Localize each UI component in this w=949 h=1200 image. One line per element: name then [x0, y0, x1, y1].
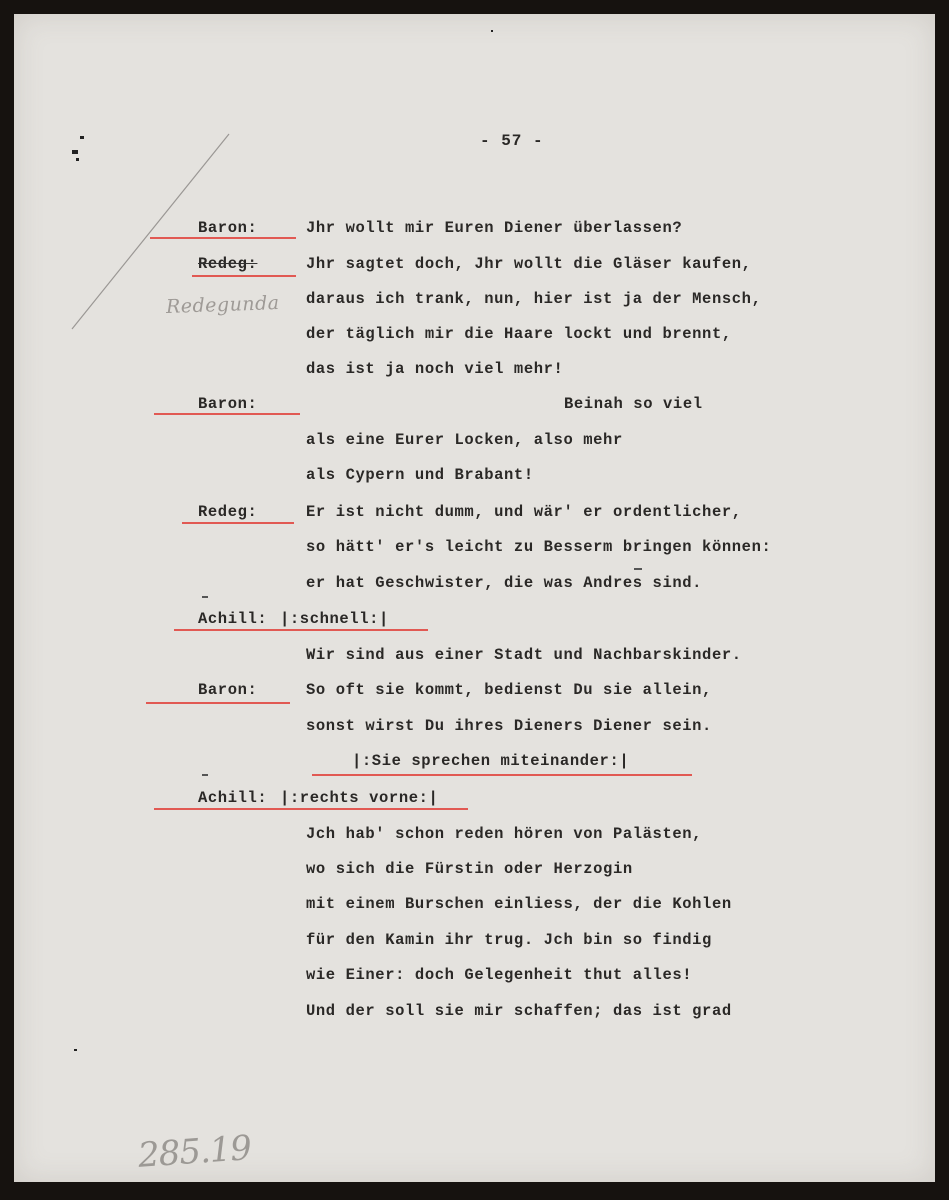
pencil-tick: [202, 596, 208, 598]
red-underline: [154, 808, 468, 810]
red-underline: [154, 413, 300, 415]
dialogue-line: er hat Geschwister, die was Andres sind.: [306, 574, 703, 592]
red-underline: [174, 629, 428, 631]
dialogue-line: Er ist nicht dumm, und wär' er ordentlicher,: [306, 503, 742, 521]
margin-mark: [76, 158, 79, 161]
dialogue-line: so hätt' er's leicht zu Besserm bringen können:: [306, 538, 772, 556]
margin-mark: [72, 150, 78, 154]
margin-mark: [80, 136, 84, 139]
margin-mark: [491, 30, 493, 32]
dialogue-line: Jch hab' schon reden hören von Palästen,: [306, 825, 703, 843]
stage-direction: |:Sie sprechen miteinander:|: [352, 752, 630, 770]
dialogue-line: für den Kamin ihr trug. Jch bin so findig: [306, 931, 712, 949]
dialogue-line: Wir sind aus einer Stadt und Nachbarskinder.: [306, 646, 742, 664]
red-underline: [182, 522, 294, 524]
dialogue-line: wo sich die Fürstin oder Herzogin: [306, 860, 633, 878]
dialogue-line: das ist ja noch viel mehr!: [306, 360, 564, 378]
dialogue-line: wie Einer: doch Gelegenheit thut alles!: [306, 966, 693, 984]
dialogue-line: Und der soll sie mir schaffen; das ist grad: [306, 1002, 732, 1020]
dialogue-line: Jhr sagtet doch, Jhr wollt die Gläser kaufen,: [306, 255, 752, 273]
dialogue-line: Beinah so viel: [564, 395, 703, 413]
margin-mark: [74, 1049, 77, 1051]
speaker-label: Achill:: [198, 610, 268, 628]
typescript-page: [14, 14, 935, 1182]
pencil-tick: [202, 774, 208, 776]
speaker-label: Baron:: [198, 395, 258, 413]
dialogue-line: als eine Eurer Locken, also mehr: [306, 431, 623, 449]
margin-note: Redegunda: [165, 292, 280, 318]
red-underline: [146, 702, 290, 704]
dialogue-line: So oft sie kommt, bedienst Du sie allein,: [306, 681, 712, 699]
speaker-label: Redeg:: [198, 255, 258, 273]
red-underline: [192, 275, 296, 277]
stage-direction: |:rechts vorne:|: [280, 789, 439, 807]
stage-direction: |:schnell:|: [280, 610, 389, 628]
red-underline: [150, 237, 296, 239]
dialogue-line: der täglich mir die Haare lockt und brennt,: [306, 325, 732, 343]
dialogue-line: sonst wirst Du ihres Dieners Diener sein.: [306, 717, 712, 735]
dialogue-line: mit einem Burschen einliess, der die Kohlen: [306, 895, 732, 913]
archive-number: 285.19: [136, 1128, 253, 1176]
speaker-label: Redeg:: [198, 503, 258, 521]
page-number: - 57 -: [480, 132, 544, 150]
speaker-label: Baron:: [198, 681, 258, 699]
speaker-label: Baron:: [198, 219, 258, 237]
dialogue-line: daraus ich trank, nun, hier ist ja der Mensch,: [306, 290, 762, 308]
pencil-tick: [634, 568, 642, 570]
dialogue-line: als Cypern und Brabant!: [306, 466, 534, 484]
speaker-label: Achill:: [198, 789, 268, 807]
dialogue-line: Jhr wollt mir Euren Diener überlassen?: [306, 219, 683, 237]
red-underline: [312, 774, 692, 776]
